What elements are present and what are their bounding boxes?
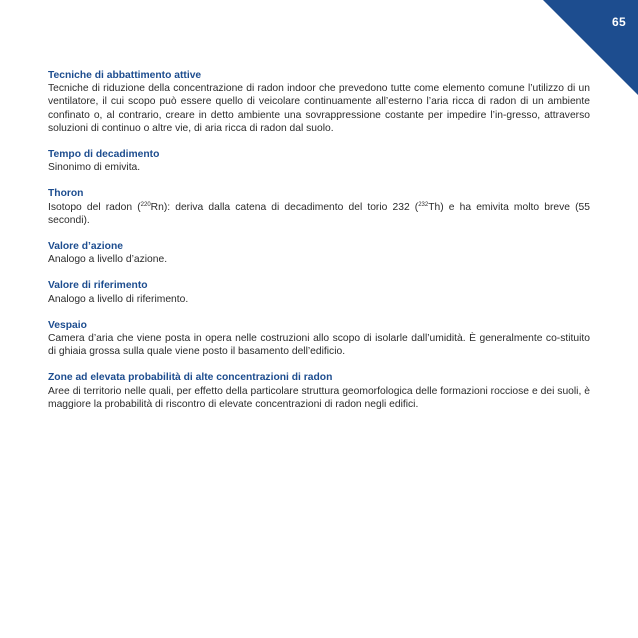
entry-term: Valore d’azione xyxy=(48,241,123,253)
isotope-mass-number: 220 xyxy=(140,201,151,208)
glossary-entry xyxy=(48,279,590,305)
glossary-entry xyxy=(48,187,590,227)
glossary-entry xyxy=(48,371,590,411)
definition-text: Isotopo del radon ( xyxy=(48,201,141,213)
page-number: 65 xyxy=(612,15,626,29)
entry-definition: Camera d’aria che viene posta in opera nelle costruzioni allo scopo di isolarle dall’umidità. È generalmente co-stituito di ghiaia grossa sulla quale viene posto il basamento dell’edificio. xyxy=(48,333,590,358)
entry-definition: Aree di territorio nelle quali, per effetto della particolare struttura geomorfologica delle formazioni rocciose e dei suoli, è maggiore la probabilità di riscontro di elevate concentrazioni di radon negli edifici. xyxy=(48,385,590,410)
entry-definition: Analogo a livello d’azione. xyxy=(48,254,168,266)
entry-term: Vespaio xyxy=(48,319,87,331)
entry-definition: Tecniche di riduzione della concentrazione di radon indoor che prevedono tutte come elemento comune l’utilizzo di un ventilatore, il cui scopo può essere quello di veicolare continuamente all’esterno l’aria ricca di radon di un ambiente confinato o, al contrario, creare in detto ambiente una sovrappressione costante per impedire l’in-gresso, attraverso soluzioni di continuo o altre vie, di aria ricca di radon dal suolo. xyxy=(48,83,590,134)
entry-definition xyxy=(48,201,590,227)
entry-term: Tecniche di abbattimento attive xyxy=(48,70,202,81)
entry-term: Valore di riferimento xyxy=(48,280,148,292)
entry-term: Zone ad elevata probabilità di alte concentrazioni di radon xyxy=(48,372,333,384)
definition-text: Rn): deriva dalla catena di decadimento del torio 232 ( xyxy=(150,201,419,213)
glossary-entry xyxy=(48,148,590,174)
isotope-mass-number: 232 xyxy=(418,201,429,208)
entry-term: Tempo di decadimento xyxy=(48,149,160,161)
glossary-entry xyxy=(48,319,590,359)
definition-text: Th) e ha emivita molto breve (55 secondi). xyxy=(48,201,590,226)
entry-definition: Sinonimo di emivita. xyxy=(48,162,141,174)
glossary-entry xyxy=(48,240,590,266)
entry-term: Thoron xyxy=(48,188,84,200)
entry-definition: Analogo a livello di riferimento. xyxy=(48,293,189,305)
glossary-entry xyxy=(48,69,590,135)
glossary-content xyxy=(48,69,590,424)
